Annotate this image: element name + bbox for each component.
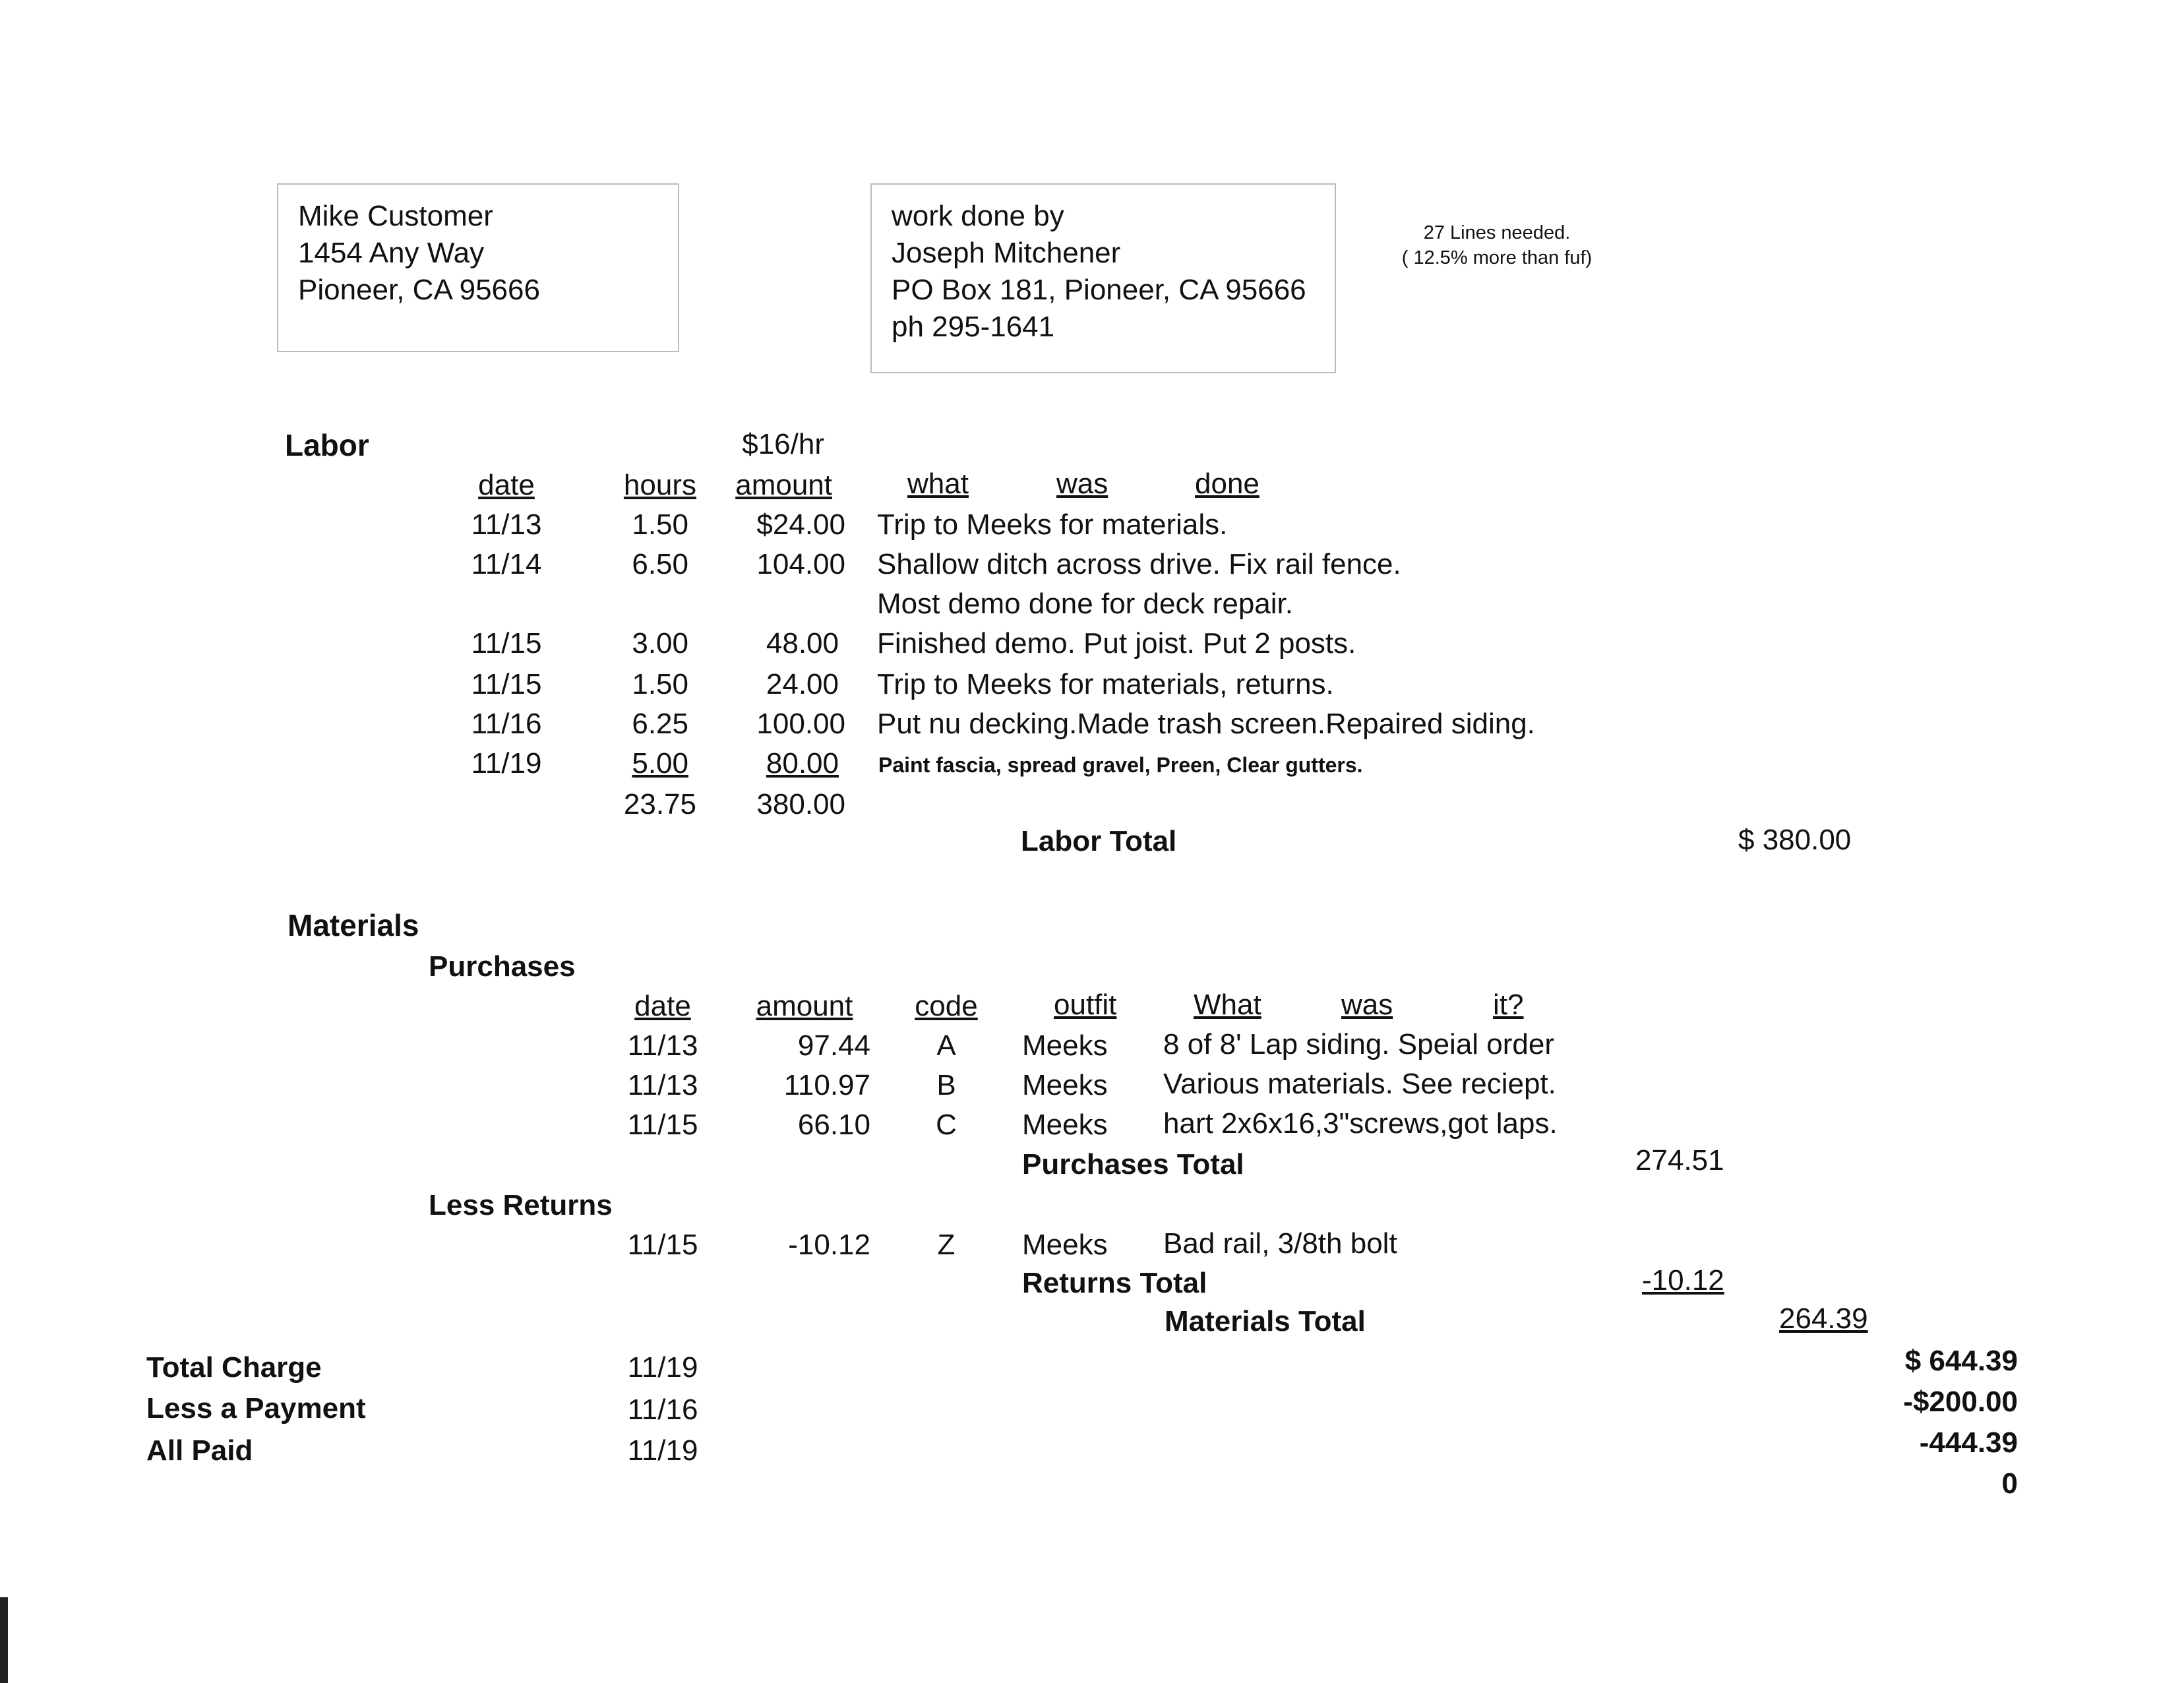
labor-rate: $16/hr [742,428,824,460]
returns-total-label: Returns Total [1022,1267,1207,1299]
summary-payment-label: Less a Payment [146,1392,366,1424]
labor-row-3-desc: Most demo done for deck repair. [877,588,1293,620]
labor-total-label: Labor Total [1021,825,1177,857]
purchase-row-2-date: 11/13 [627,1069,698,1101]
purchase-row-1-code: A [936,1029,956,1062]
summary-balance: 0 [2001,1467,2018,1500]
summary-payment-date: 11/16 [627,1393,698,1426]
summary-all-paid-value: -444.39 [1919,1426,2018,1459]
purchase-row-1-outfit: Meeks [1022,1029,1108,1062]
contractor-intro: work done by [892,200,1064,232]
labor-row-4-amount: 48.00 [766,627,839,659]
labor-total-value: $ 380.00 [1738,824,1852,856]
labor-sum-amount: 380.00 [756,788,845,820]
labor-sum-hours: 23.75 [623,788,696,820]
materials-heading: Materials [288,908,419,942]
summary-all-paid-date: 11/19 [627,1434,698,1467]
labor-row-4-hours: 3.00 [632,627,688,659]
purchase-row-2-code: B [936,1069,956,1101]
purchase-row-2-amount: 110.97 [783,1069,870,1101]
labor-row-1-hours: 1.50 [632,508,688,541]
materials-header-was: was [1341,989,1393,1021]
labor-row-6-desc: Put nu decking.Made trash screen.Repaired siding. [877,708,1535,740]
return-row-1-date: 11/15 [627,1229,698,1261]
summary-all-paid-label: All Paid [146,1434,253,1467]
summary-total-charge-value: $ 644.39 [1904,1345,2018,1377]
purchases-total-label: Purchases Total [1022,1148,1244,1180]
purchase-row-3-amount: 66.10 [797,1109,870,1141]
contractor-address: PO Box 181, Pioneer, CA 95666 [892,274,1306,306]
purchase-row-1-amount: 97.44 [797,1029,870,1062]
summary-total-charge-date: 11/19 [627,1351,698,1384]
customer-city: Pioneer, CA 95666 [298,274,540,306]
scan-edge-mark [0,1597,8,1683]
labor-header-amount: amount [735,469,832,501]
customer-name: Mike Customer [298,200,493,232]
labor-row-4-desc: Finished demo. Put joist. Put 2 posts. [877,627,1356,659]
customer-address-box [277,183,679,352]
return-row-1-outfit: Meeks [1022,1229,1108,1261]
labor-row-6-amount: 100.00 [756,708,845,740]
summary-total-charge-label: Total Charge [146,1351,322,1384]
return-row-1-desc: Bad rail, 3/8th bolt [1163,1227,1397,1260]
labor-row-2-hours: 6.50 [632,548,688,580]
purchase-row-2-outfit: Meeks [1022,1069,1108,1101]
labor-row-5-hours: 1.50 [632,668,688,700]
labor-header-date: date [478,469,535,501]
labor-row-5-desc: Trip to Meeks for materials, returns. [877,668,1334,700]
return-row-1-amount: -10.12 [788,1229,870,1261]
purchases-total-value: 274.51 [1635,1144,1724,1177]
materials-header-code: code [915,990,978,1022]
labor-row-2-amount: 104.00 [756,548,845,580]
labor-header-done: done [1195,468,1259,500]
purchase-row-1-desc: 8 of 8' Lap siding. Speial order [1163,1028,1555,1060]
summary-payment-value: -$200.00 [1903,1386,2018,1418]
labor-row-1-amount: $24.00 [756,508,845,541]
labor-row-2-desc: Shallow ditch across drive. Fix rail fence. [877,548,1401,580]
labor-row-7-date: 11/19 [471,747,542,780]
return-row-1-code: Z [937,1229,956,1261]
labor-header-what: what [907,468,969,500]
labor-row-6-hours: 6.25 [632,708,688,740]
purchase-row-1-date: 11/13 [627,1029,698,1062]
lines-note-1: 27 Lines needed. [1423,222,1571,243]
labor-row-7-desc: Paint fascia, spread gravel, Preen, Clear gutters. [878,753,1363,777]
labor-row-1-date: 11/13 [471,508,542,541]
materials-header-outfit: outfit [1054,989,1117,1021]
customer-street: 1454 Any Way [298,237,485,269]
materials-total-label: Materials Total [1165,1305,1366,1337]
contractor-phone: ph 295-1641 [892,311,1055,343]
labor-row-5-amount: 24.00 [766,668,839,700]
purchase-row-3-code: C [936,1109,957,1141]
purchase-row-3-outfit: Meeks [1022,1109,1108,1141]
materials-total-value: 264.39 [1779,1302,1868,1335]
labor-row-5-date: 11/15 [471,668,542,700]
labor-row-7-hours: 5.00 [632,747,688,780]
materials-header-date: date [634,990,691,1022]
contractor-name: Joseph Mitchener [892,237,1121,269]
purchases-heading: Purchases [429,950,576,983]
labor-row-2-date: 11/14 [471,548,542,580]
purchase-row-3-date: 11/15 [627,1109,698,1141]
returns-total-value: -10.12 [1642,1264,1724,1297]
labor-header-was: was [1056,468,1108,500]
labor-row-4-date: 11/15 [471,627,542,659]
labor-header-hours: hours [623,469,696,501]
materials-header-it: it? [1493,989,1524,1021]
labor-row-1-desc: Trip to Meeks for materials. [877,508,1228,541]
returns-heading: Less Returns [429,1189,613,1221]
purchase-row-3-desc: hart 2x6x16,3"screws,got laps. [1163,1107,1558,1140]
contractor-address-box [870,183,1336,373]
materials-header-amount: amount [756,990,853,1022]
materials-header-what: What [1194,989,1261,1021]
purchase-row-2-desc: Various materials. See reciept. [1163,1068,1556,1100]
labor-row-7-amount: 80.00 [766,747,839,780]
lines-note-2: ( 12.5% more than fuf) [1401,247,1592,268]
lines-note [1385,220,1609,270]
labor-row-6-date: 11/16 [471,708,542,740]
labor-heading: Labor [285,428,369,462]
